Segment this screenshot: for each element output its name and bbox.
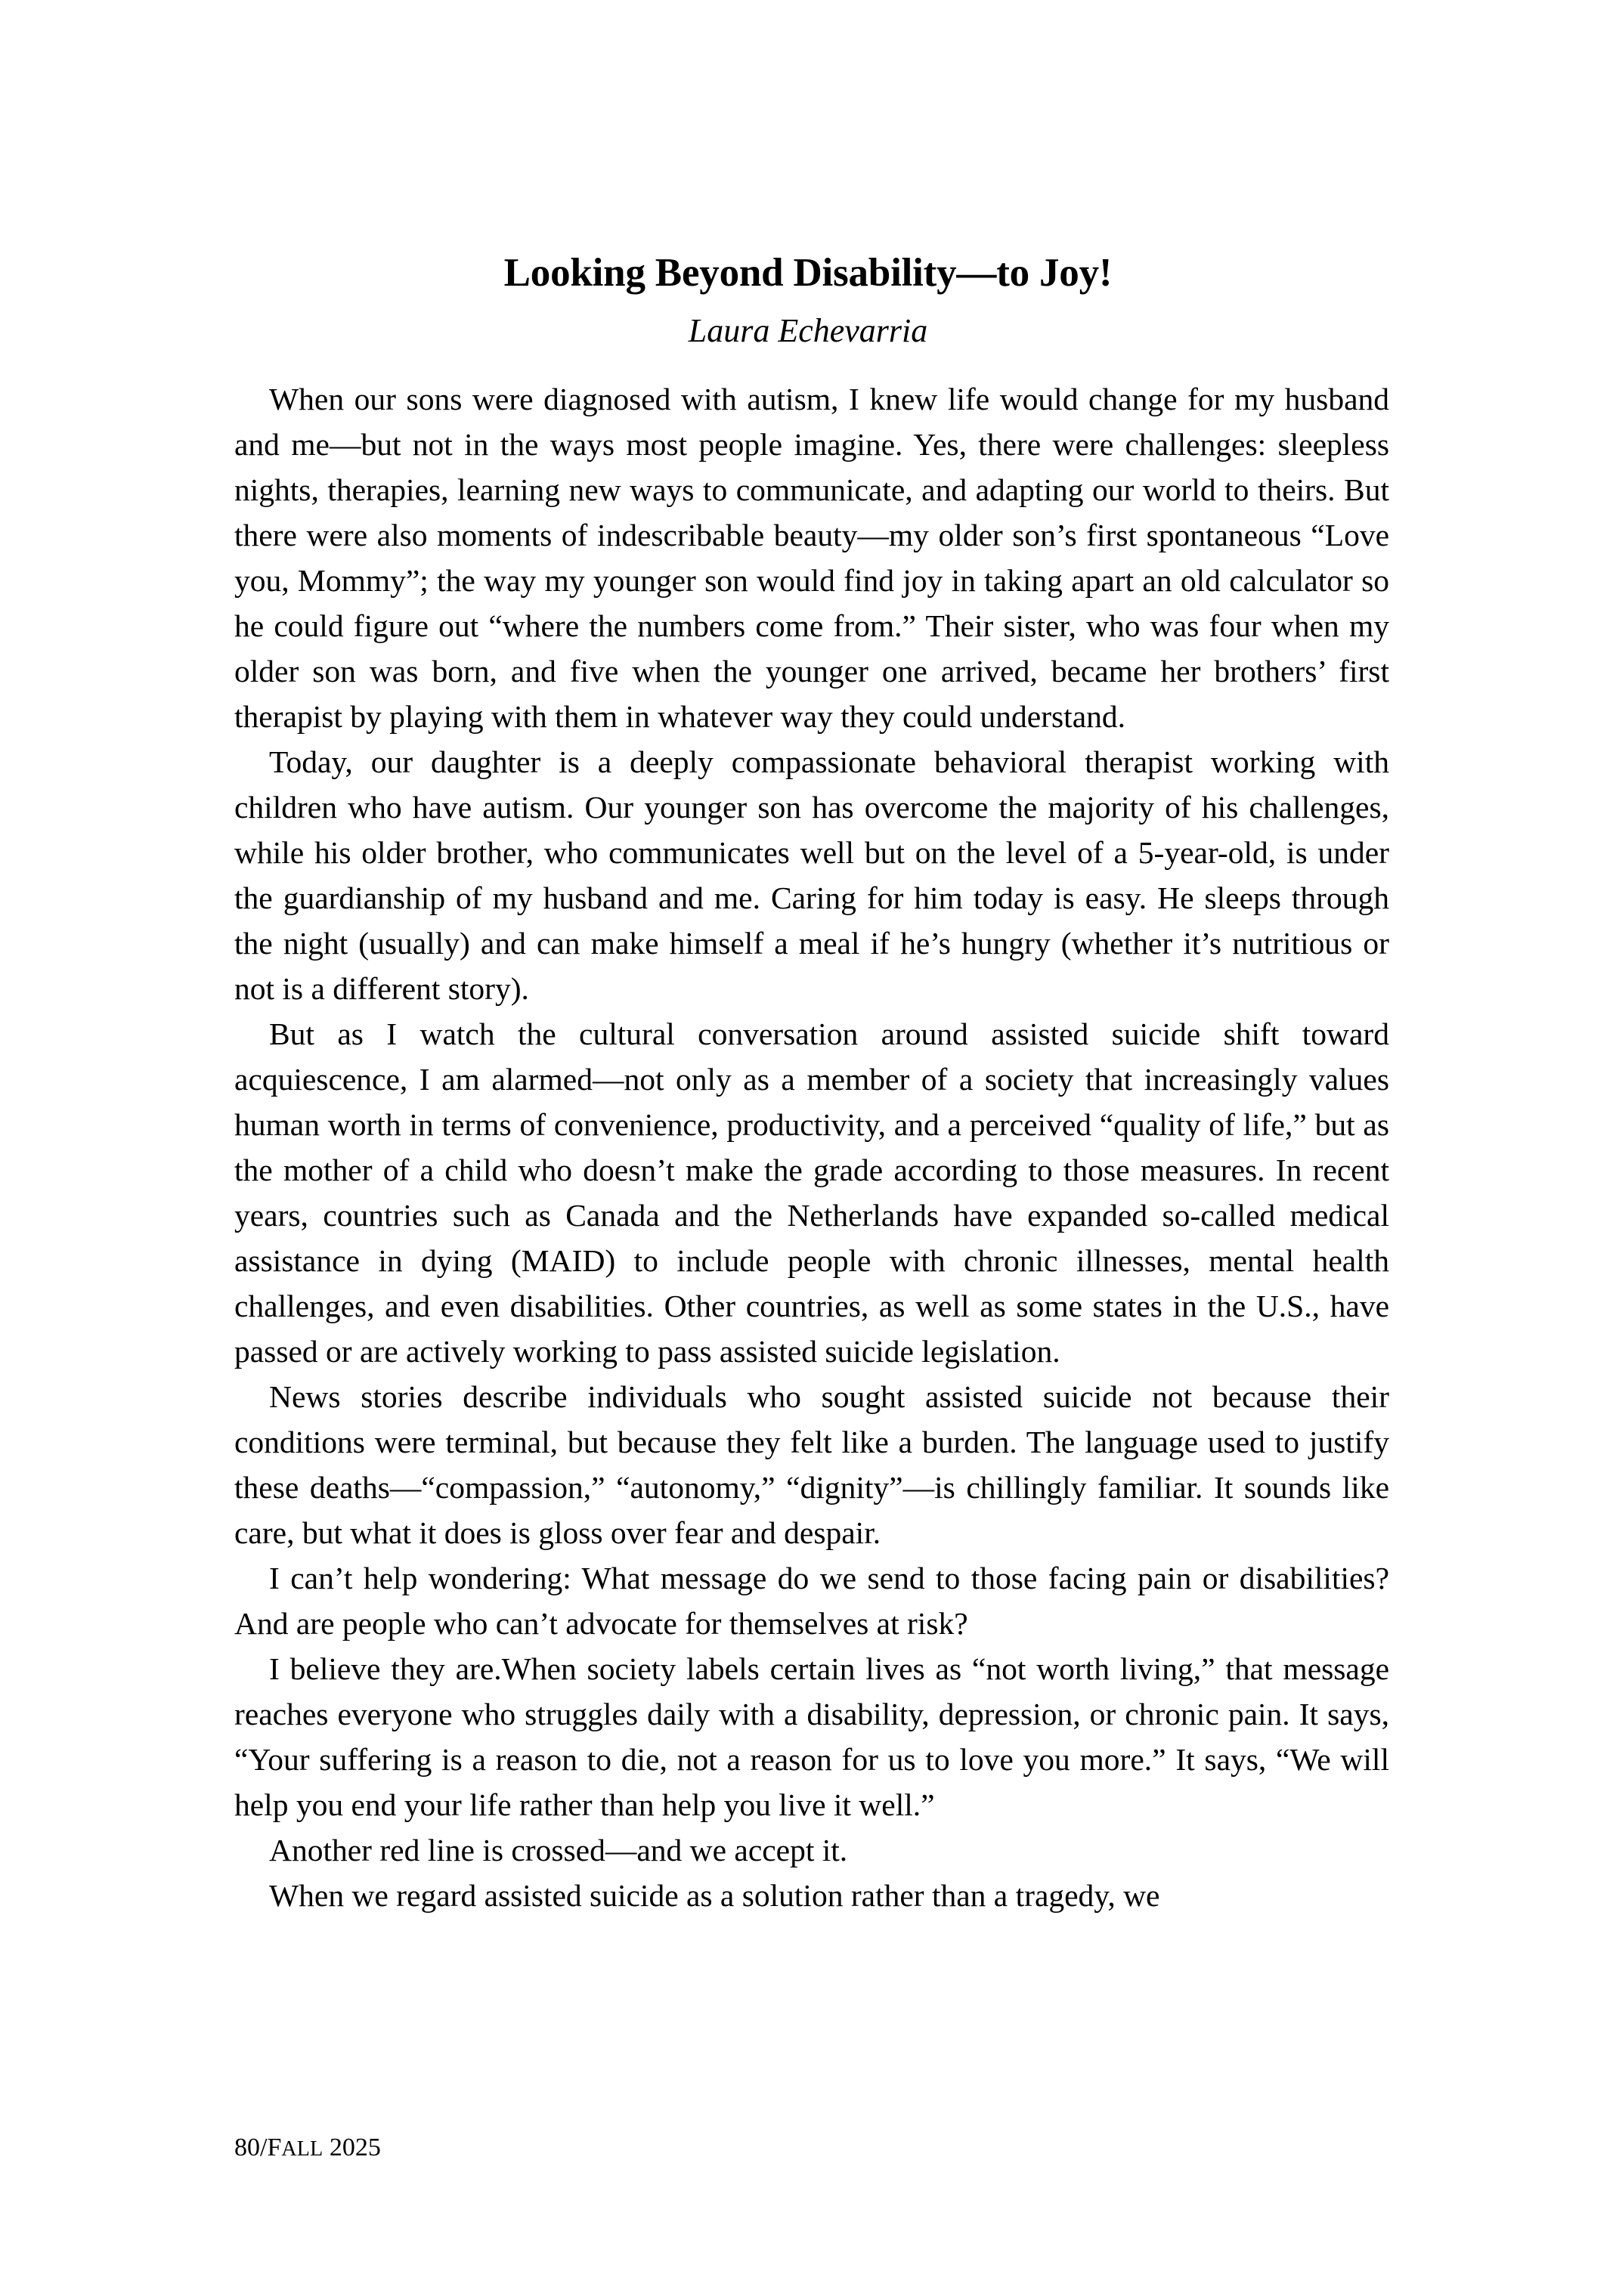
paragraph: Today, our daughter is a deeply compassionate behavioral therapist working with children who have autism. Our younger son has overcome the majority of his challenges, while his older brother, who communicates well but on the level of a 5-year-old, is under the guardianship of my husband and me. Caring for him today is easy. He sleeps through the night (usually) and can make himself a meal if he’s hungry (whether it’s nutritious or not is a different story). bbox=[234, 744, 1389, 1006]
paragraph: I can’t help wondering: What message do we send to those facing pain or disabilities? And are people who can’t advocate for themselves at risk? bbox=[234, 1561, 1389, 1641]
folio-season-rest: ALL bbox=[281, 2137, 324, 2161]
paragraph: When our sons were diagnosed with autism, I knew life would change for my husband and me—but not in the ways most people imagine. Yes, there were challenges: sleepless nights, therapies, learning new ways to communicate, and adapting our world to theirs. But there were also moments of indescribable beauty—my older son’s first spontaneous “Love you, Mommy”; the way my younger son would find joy in taking apart an old calculator so he could figure out “where the numbers come from.” Their sister, who was four when my older son was born, and five when the younger one arrived, became her brothers’ first therapist by playing with them in whatever way they could understand. bbox=[234, 382, 1389, 734]
author-byline: Laura Echevarria bbox=[688, 312, 928, 349]
folio-season-initial: F bbox=[267, 2134, 282, 2161]
folio-year: 2025 bbox=[323, 2134, 381, 2161]
paragraph: News stories describe individuals who sought assisted suicide not because their conditions were terminal, but because they felt like a burden. The language used to justify these deaths—“compassion,” “autonomy,” “dignity”—is chillingly familiar. It sounds like care, but what it does is gloss over fear and despair. bbox=[234, 1379, 1389, 1550]
folio-separator: / bbox=[260, 2134, 268, 2161]
paragraph: But as I watch the cultural conversation around assisted suicide shift toward acquiescence, I am alarmed—not only as a member of a society that increasingly values human worth in terms of convenience, productivity, and a perceived “quality of life,” but as the mother of a child who doesn’t make the grade according to those measures. In recent years, countries such as Canada and the Netherlands have expanded so-called medical assistance in dying (MAID) to include people with chronic illnesses, mental health challenges, and even disabilities. Other countries, as well as some states in the U.S., have passed or are actively working to pass assisted suicide legislation. bbox=[234, 1016, 1389, 1369]
paragraph: Another red line is crossed—and we accept it. bbox=[269, 1833, 848, 1867]
body-text-column bbox=[234, 376, 1389, 1918]
paragraph: When we regard assisted suicide as a solution rather than a tragedy, we bbox=[269, 1878, 1160, 1913]
page-title: Looking Beyond Disability—to Joy! bbox=[503, 250, 1113, 295]
folio-page-number: 80 bbox=[234, 2134, 260, 2161]
page-folio bbox=[234, 2133, 381, 2162]
paragraph: I believe they are.When society labels certain lives as “not worth living,” that message reaches everyone who struggles daily with a disability, depression, or chronic pain. It says, “Your suffering is a reason to die, not a reason for us to love you more.” It says, “We will help you end your life rather than help you live it well.” bbox=[234, 1651, 1389, 1822]
